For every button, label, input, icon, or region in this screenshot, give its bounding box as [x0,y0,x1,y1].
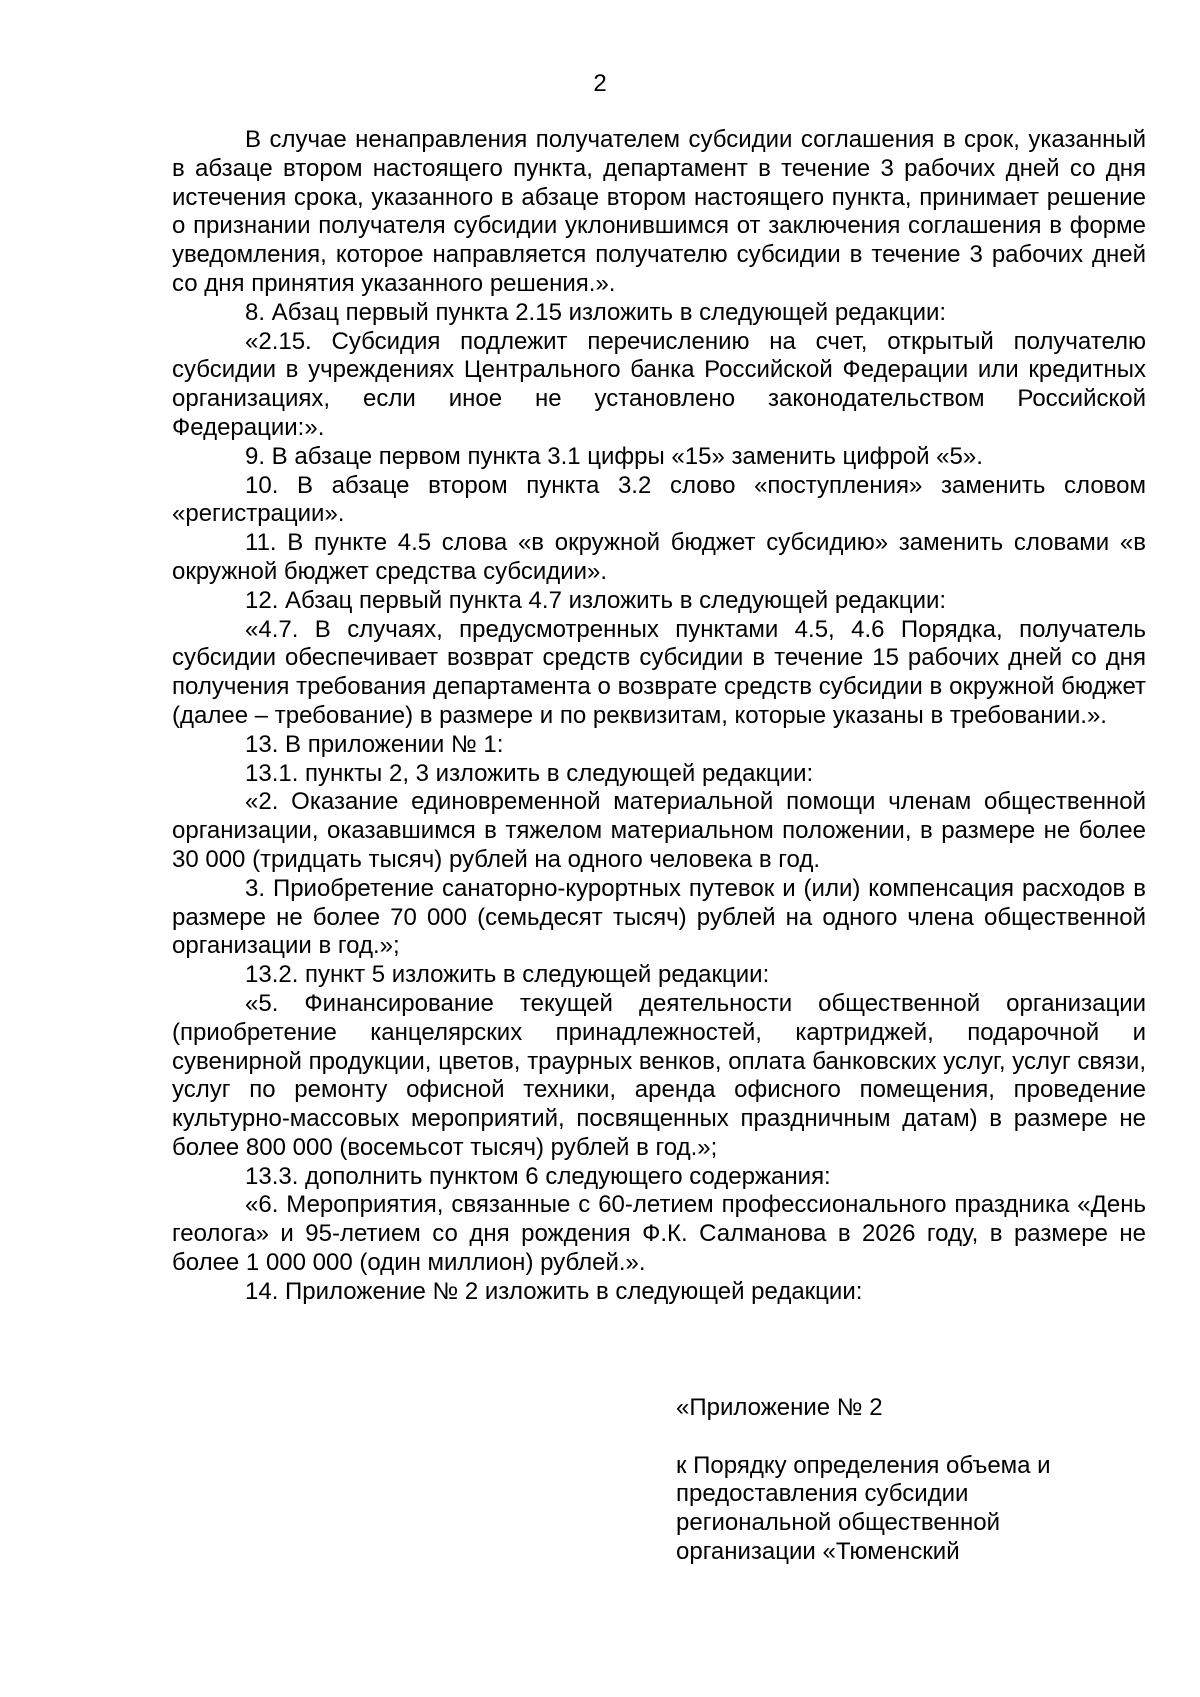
paragraph: «2. Оказание единовременной материальной помощи членам общественной организации, оказавшимся в тяжелом материальном положении, в размере не более 30 000 (тридцать тысяч) рублей на одного человека в год. [172,788,1146,873]
paragraph: 13. В приложении № 1: [245,730,504,758]
paragraph: 9. В абзаце первом пункта 3.1 цифры «15» заменить цифрой «5». [245,442,983,470]
paragraph: «6. Мероприятия, связанные с 60-летием профессионального праздника «День геолога» и 95-летием со дня рождения Ф.К. Салманова в 2026 году, в размере не более 1 000 000 (один миллион) рублей.». [172,1191,1146,1277]
paragraph: 12. Абзац первый пункта 4.7 изложить в следующей редакции: [245,586,947,614]
paragraph: 8. Абзац первый пункта 2.15 изложить в следующей редакции: [245,298,947,326]
paragraph: «2.15. Субсидия подлежит перечислению на счет, открытый получателю субсидии в учреждениях Центрального банка Российской Федерации или кредитных организациях, если иное не установлено законодательством Российской Федерации:». [172,327,1146,441]
paragraph: «5. Финансирование текущей деятельности общественной организации (приобретение канцелярских принадлежностей, картриджей, подарочной и сувенирной продукции, цветов, траурных венков, оплата банковских услуг, услуг связи, услуг по ремонту офисной техники, аренда офисного помещения, проведение культурно-массовых мероприятий, посвященных праздничным датам) в размере не более 800 000 (восемьсот тысяч) рублей в год.»; [172,989,1146,1161]
appendix-line: региональной общественной [676,1509,1000,1537]
appendix-header [676,1394,1116,1567]
paragraph: В случае ненаправления получателем субсидии соглашения в срок, указанный в абзаце втором настоящего пункта, департамент в течение 3 рабочих дней со дня истечения срока, указанного в абзаце втором настоящего пункта, принимает решение о признании получателя субсидии уклонившимся от заключения соглашения в форме уведомления, которое направляется получателю субсидии в течение 3 рабочих дней со дня принятия указанного решения.». [172,126,1146,297]
paragraph: 3. Приобретение санаторно-курортных путевок и (или) компенсация расходов в размере не более 70 000 (семьдесят тысяч) рублей на одного члена общественной организации в год.»; [172,874,1146,960]
appendix-line: к Порядку определения объема и [676,1451,1051,1479]
paragraph: 13.3. дополнить пунктом 6 следующего содержания: [245,1162,831,1190]
appendix-spacer [676,1423,1116,1452]
page-number: 2 [593,70,607,97]
paragraph: 13.2. пункт 5 изложить в следующей редакции: [245,961,770,989]
paragraph: 10. В абзаце втором пункта 3.2 слово «поступления» заменить словом «регистрации». [172,471,1146,528]
appendix-line: организации «Тюменский [676,1537,960,1565]
paragraph: 13.1. пункты 2, 3 изложить в следующей редакции: [245,759,814,787]
paragraph: 11. В пункте 4.5 слова «в окружной бюджет субсидию» заменить словами «в окружной бюджет средства субсидии». [172,529,1146,585]
paragraph: «4.7. В случаях, предусмотренных пунктами 4.5, 4.6 Порядка, получатель субсидии обеспечивает возврат средств субсидии в течение 15 рабочих дней со дня получения требования департамента о возврате средств субсидии в окружной бюджет (далее – требование) в размере и по реквизитам, которые указаны в требовании.». [172,615,1146,729]
document-body [172,126,1146,1307]
appendix-line: предоставления субсидии [676,1480,969,1508]
appendix-title: «Приложение № 2 [676,1394,883,1421]
paragraph: 14. Приложение № 2 изложить в следующей редакции: [245,1277,863,1305]
